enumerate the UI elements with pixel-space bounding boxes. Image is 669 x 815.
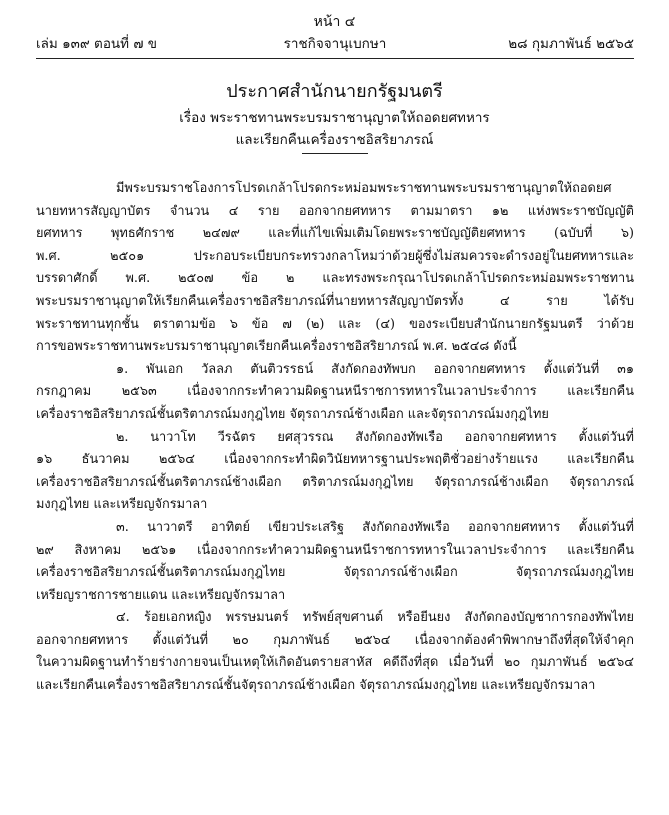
text-line: เครื่องราชอิสริยาภรณ์ชั้นตริตาภรณ์ช้างเผือก ตริตาภรณ์มงกุฎไทย จัตุรถาภรณ์ช้างเผือก จัตุรถาภรณ์	[36, 474, 634, 490]
text-line: บรรดาศักดิ์ พ.ศ. ๒๕๐๗ ข้อ ๒ และทรงพระกรุณาโปรดเกล้าโปรดกระหม่อมพระราชทาน	[36, 271, 634, 287]
announcement-title: ประกาศสำนักนายกรัฐมนตรี	[226, 81, 443, 102]
text-line: ๓. นาวาตรี อาทิตย์ เขียวประเสริฐ สังกัดกองทัพเรือ ออกจากยศทหาร ตั้งแต่วันที่	[116, 519, 634, 535]
header-rule	[36, 58, 634, 59]
text-line: ๑. พันเอก วัลลภ ตันติวรรธน์ สังกัดกองทัพบก ออกจากยศทหาร ตั้งแต่วันที่ ๓๑	[116, 361, 634, 377]
list-item	[36, 359, 634, 427]
publication-date: ๒๘ กุมภาพันธ์ ๒๕๖๕	[508, 36, 634, 52]
announcement-body	[36, 178, 634, 698]
text-line: นายทหารสัญญาบัตร จำนวน ๔ ราย ออกจากยศทหาร ตามมาตรา ๑๒ แห่งพระราชบัญญัติ	[36, 203, 634, 219]
text-line: เครื่องราชอิสริยาภรณ์ชั้นตริตาภรณ์มงกุฎไทย จัตุรถาภรณ์ช้างเผือก จัตุรถาภรณ์มงกุฎไทย	[36, 565, 634, 581]
list-item	[36, 607, 634, 697]
text-line: เครื่องราชอิสริยาภรณ์ชั้นตริตาภรณ์มงกุฎไทย จัตุรถาภรณ์ช้างเผือก และจัตุรถาภรณ์มงกุฎไทย	[36, 406, 549, 422]
text-line: ออกจากยศทหาร ตั้งแต่วันที่ ๒๐ กุมภาพันธ์ ๒๕๖๔ เนื่องจากต้องคำพิพากษาถึงที่สุดให้จำคุก	[36, 632, 634, 648]
text-line: ๑๖ ธันวาคม ๒๕๖๔ เนื่องจากกระทำผิดวินัยทหารฐานประพฤติชั่วอย่างร้ายแรง และเรียกคืน	[36, 452, 634, 468]
intro-paragraph	[36, 178, 634, 359]
text-line: พระบรมราชานุญาตให้เรียกคืนเครื่องราชอิสริยาภรณ์ที่นายทหารสัญญาบัตรทั้ง ๔ ราย ได้รับ	[36, 293, 634, 309]
text-line: ในความผิดฐานทำร้ายร่างกายจนเป็นเหตุให้เกิดอันตรายสาหัส คดีถึงที่สุด เมื่อวันที่ ๒๐ กุมภาพันธ์ ๒๕๖๔	[36, 655, 634, 671]
text-line: ๔. ร้อยเอกหญิง พรรษมนตร์ ทรัพย์สุขศานต์ หรือยีนยง สังกัดกองบัญชาการกองทัพไทย	[116, 610, 634, 626]
text-line: ยศทหาร พุทธศักราช ๒๔๗๙ และที่แก้ไขเพิ่มเติมโดยพระราชบัญญัติยศทหาร (ฉบับที่ ๖)	[36, 226, 634, 242]
text-line: กรกฎาคม ๒๕๖๓ เนื่องจากกระทำความผิดฐานหนีราชการทหารในเวลาประจำการ และเรียกคืน	[36, 384, 634, 400]
text-line: ๒. นาวาโท วีรฉัตร ยศสุวรรณ สังกัดกองทัพเรือ ออกจากยศทหาร ตั้งแต่วันที่	[116, 429, 634, 445]
page-number: หน้า ๔	[313, 14, 356, 30]
list-item	[36, 517, 634, 607]
text-line: ๒๙ สิงหาคม ๒๕๖๑ เนื่องจากกระทำความผิดฐานหนีราชการทหารในเวลาประจำการ และเรียกคืน	[36, 542, 634, 558]
subject-line-1: เรื่อง พระราชทานพระบรมราชานุญาตให้ถอดยศทหาร	[179, 110, 490, 126]
text-line: พ.ศ. ๒๕๐๑ ประกอบระเบียบกระทรวงกลาโหมว่าด้วยผู้ซึ่งไม่สมควรจะดำรงอยู่ในยศทหารและ	[36, 248, 634, 264]
gazette-name: ราชกิจจานุเบกษา	[283, 36, 387, 52]
text-line: และเรียกคืนเครื่องราชอิสริยาภรณ์ชั้นจัตุรถาภรณ์ช้างเผือก จัตุรถาภรณ์มงกุฎไทย และเหรียญจักรมาลา	[36, 678, 596, 694]
list-item	[36, 427, 634, 517]
text-line: การขอพระราชทานพระบรมราชานุญาตเรียกคืนเครื่องราชอิสริยาภรณ์ พ.ศ. ๒๕๔๘ ดังนี้	[36, 339, 517, 355]
text-line: เหรียญราชการชายแดน และเหรียญจักรมาลา	[36, 587, 286, 603]
gazette-header	[36, 32, 634, 54]
title-underline	[302, 153, 368, 154]
text-line: มงกุฎไทย และเหรียญจักรมาลา	[36, 497, 208, 513]
text-line: มีพระบรมราชโองการโปรดเกล้าโปรดกระหม่อมพระราชทานพระบรมราชานุญาตให้ถอดยศ	[116, 181, 612, 196]
volume-issue: เล่ม ๑๓๙ ตอนที่ ๗ ข	[36, 36, 158, 52]
subject-line-2: และเรียกคืนเครื่องราชอิสริยาภรณ์	[235, 132, 434, 148]
text-line: พระราชทานทุกชั้น ตราตามข้อ ๖ ข้อ ๗ (๒) และ (๔) ของระเบียบสำนักนายกรัฐมนตรี ว่าด้วย	[36, 316, 634, 332]
